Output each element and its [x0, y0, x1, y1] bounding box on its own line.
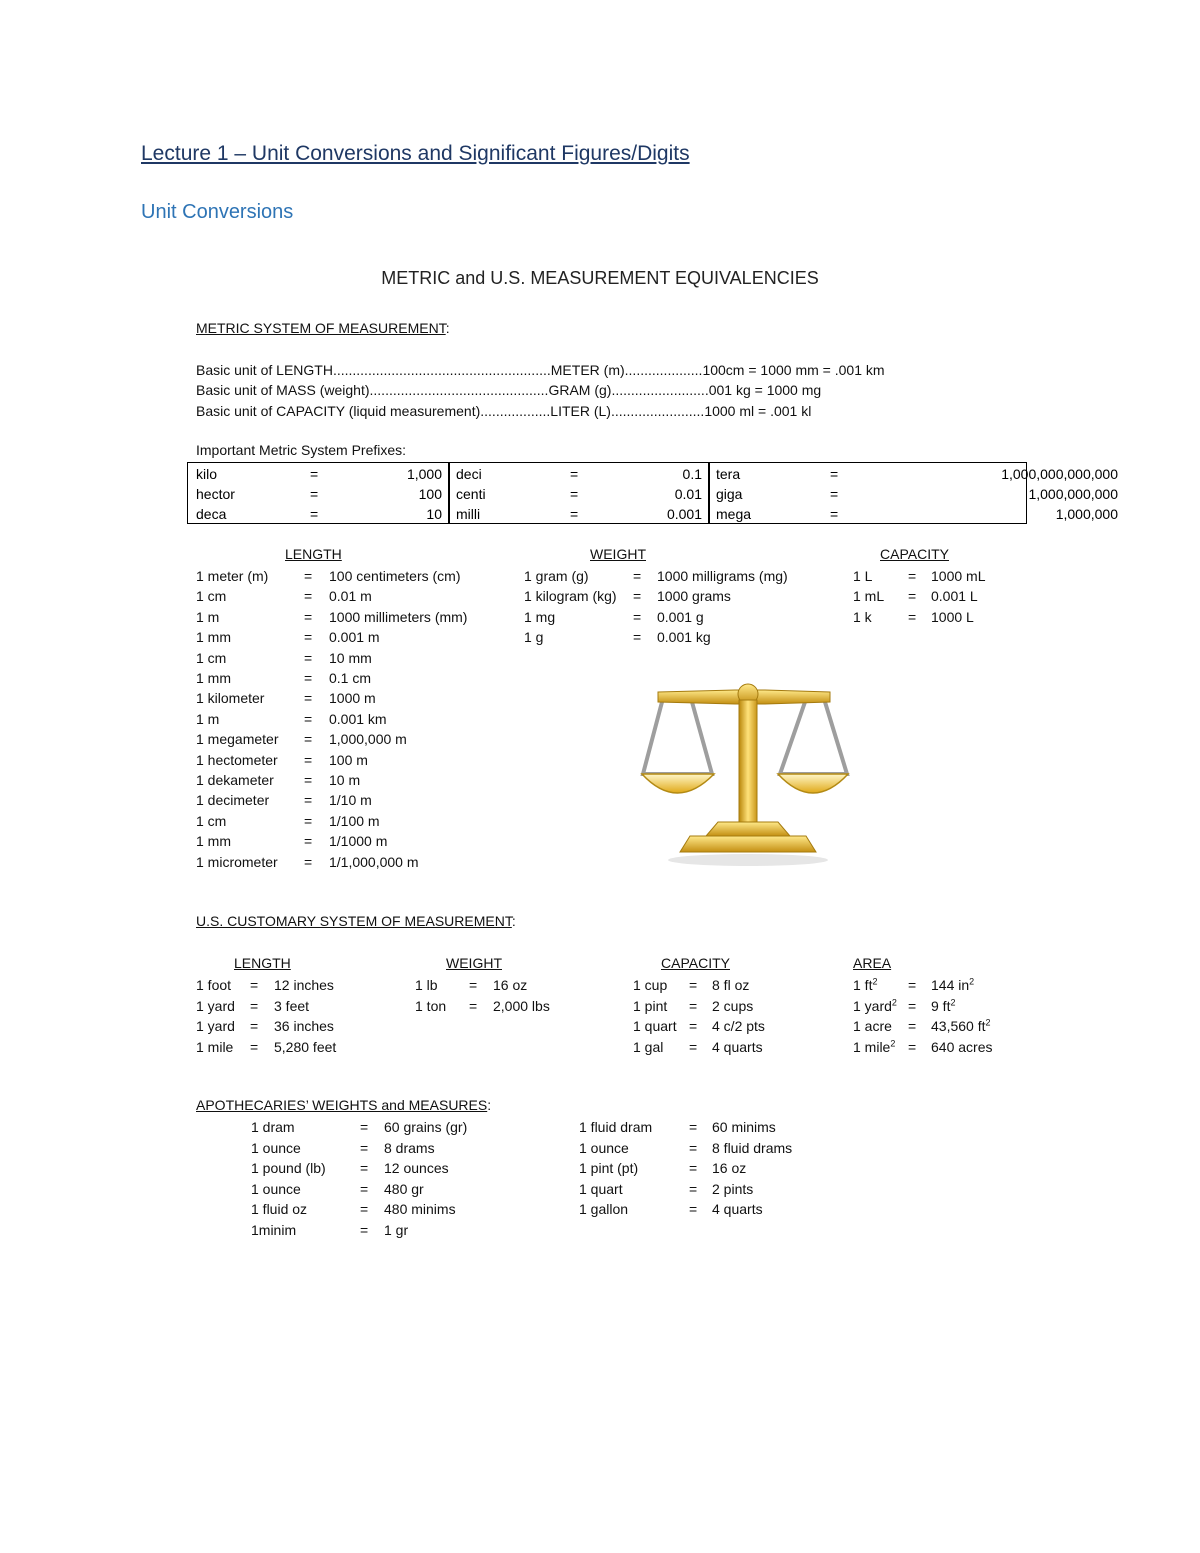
conversion-from: 1 yard$^2$	[853, 996, 897, 1014]
conversion-to: 1000 milligrams (mg)	[657, 568, 788, 584]
conversion-to: 1,000,000 m	[329, 731, 407, 748]
equals-sign: =	[304, 608, 313, 625]
prefix-value: 0.01	[674, 486, 702, 502]
exponent: 2	[950, 996, 956, 1007]
conversion-from: 1 ounce	[251, 1139, 301, 1156]
equals-sign: =	[304, 812, 313, 829]
conversion-from: 1 kilogram (kg)	[524, 588, 617, 605]
conversion-to: 2 pints	[712, 1180, 754, 1197]
exponent: 2	[872, 976, 878, 987]
conversion-to: 1000 millimeters (mm)	[329, 608, 468, 625]
conversion-to: 2 cups	[712, 997, 754, 1014]
equals-sign: =	[689, 1119, 698, 1135]
exponent: 2	[890, 1037, 896, 1048]
conversion-from: 1 cm	[196, 812, 227, 829]
conversion-from: 1 m	[196, 608, 220, 625]
conversion-to: 0.001 m	[329, 629, 380, 646]
conversion-from: 1 mm	[196, 670, 231, 686]
equals-sign: =	[689, 1160, 698, 1176]
conversion-to: 1000 L	[931, 608, 974, 625]
conversion-from: 1 gram (g)	[524, 568, 589, 584]
conversion-from: 1 fluid dram	[579, 1119, 653, 1135]
prefix-equals: =	[830, 486, 839, 502]
exponent: 2	[985, 1017, 991, 1028]
conversion-from: 1 yard	[196, 997, 235, 1014]
conversion-to: 3 feet	[274, 997, 310, 1014]
prefix-name: deca	[196, 506, 227, 522]
metric-heading: METRIC SYSTEM OF MEASUREMENT:	[196, 320, 450, 336]
conversion-to: 10 mm	[329, 649, 372, 666]
equals-sign: =	[304, 731, 313, 748]
metric-length-row	[0, 750, 368, 770]
conversion-to: 640 acres	[931, 1038, 993, 1055]
conversion-to: 1000 m	[329, 690, 376, 707]
equals-sign: =	[360, 1139, 369, 1156]
prefix-name: kilo	[196, 466, 218, 482]
conversion-to: 8 fl oz	[712, 977, 750, 993]
prefix-equals: =	[310, 466, 319, 482]
us-length-heading: LENGTH	[234, 955, 291, 971]
equals-sign: =	[250, 1038, 259, 1055]
prefix-name: giga	[716, 486, 743, 502]
conversion-to: 1/1,000,000 m	[329, 853, 419, 870]
prefix-equals: =	[830, 466, 839, 482]
metric-length-row	[0, 811, 380, 831]
conversion-from: 1 ounce	[251, 1180, 301, 1197]
basic-unit-line	[196, 360, 885, 380]
document-title: METRIC and U.S. MEASUREMENT EQUIVALENCIES	[381, 268, 819, 288]
conversion-to: 0.001 L	[931, 588, 978, 605]
conversion-from: 1 foot	[196, 977, 232, 993]
basic-unit-dots1: ........................................................	[332, 362, 551, 378]
metric-length-row	[0, 790, 372, 810]
conversion-to: 1/100 m	[329, 812, 380, 829]
conversion-from: 1 mm	[196, 833, 231, 850]
basic-unit-dots2: ........................	[611, 382, 705, 398]
conversion-to: 60 grains (gr)	[384, 1119, 468, 1135]
metric-length-row	[0, 770, 361, 790]
equals-sign: =	[250, 1018, 259, 1034]
conversion-to: 60 minims	[712, 1119, 776, 1135]
conversion-from: 1 quart	[579, 1180, 623, 1197]
metric-length-row	[0, 831, 388, 851]
basic-unit-label: Basic unit of CAPACITY (liquid measurement)	[196, 403, 481, 419]
conversion-from: 1 kilometer	[196, 690, 265, 707]
conversion-to: 8 drams	[384, 1139, 435, 1156]
conversion-from: 1 mm	[196, 629, 231, 646]
exponent: 2	[891, 996, 897, 1007]
lecture-title: Lecture 1 – Unit Conversions and Significant Figures/Digits	[141, 142, 690, 165]
conversion-from: 1 quart	[633, 1018, 677, 1034]
conversion-from: 1 pound (lb)	[251, 1160, 326, 1176]
us-area-heading: AREA	[853, 955, 892, 971]
conversion-to: 0.001 km	[329, 710, 387, 727]
conversion-from: 1 gal	[633, 1038, 664, 1055]
equals-sign: =	[304, 853, 313, 870]
equals-sign: =	[908, 608, 917, 625]
basic-unit-unit: METER (m)	[550, 362, 625, 378]
equals-sign: =	[250, 997, 259, 1014]
equals-sign: =	[304, 833, 313, 850]
conversion-to: 10 m	[329, 772, 361, 788]
conversion-to: 43,560 $ft^2$	[931, 1017, 991, 1034]
basic-unit-unit: LITER (L)	[550, 403, 611, 419]
conversion-to: 0.1 cm	[329, 670, 372, 686]
metric-length-row	[0, 688, 376, 708]
conversion-from: 1 cm	[196, 588, 227, 605]
conversion-from: 1 lb	[415, 977, 438, 993]
balance-scale-icon	[640, 676, 860, 876]
prefix-value: 10	[426, 506, 442, 522]
conversion-from: 1 decimeter	[196, 792, 270, 809]
equals-sign: =	[908, 568, 917, 584]
basic-unit-equiv: 1000 ml = .001 kl	[704, 403, 812, 419]
conversion-from: 1 mile	[196, 1038, 234, 1055]
conversion-to: 1 gr	[384, 1221, 409, 1238]
conversion-to: 8 fluid drams	[712, 1139, 793, 1156]
equals-sign: =	[304, 568, 313, 584]
conversion-from: 1 meter (m)	[196, 568, 269, 584]
equals-sign: =	[250, 977, 259, 993]
table-divider	[448, 463, 450, 523]
prefix-name: mega	[716, 506, 752, 522]
basic-unit-line	[196, 380, 821, 400]
us-weight-heading: WEIGHT	[446, 955, 502, 971]
equals-sign: =	[689, 1018, 698, 1034]
equals-sign: =	[360, 1201, 369, 1217]
conversion-from: 1 ton	[415, 997, 447, 1014]
equals-sign: =	[633, 608, 642, 625]
conversion-from: 1minim	[251, 1221, 297, 1238]
metric-length-row	[0, 729, 407, 749]
basic-unit-row	[196, 360, 996, 380]
prefix-value: 1,000	[406, 466, 442, 482]
conversion-from: 1 k	[853, 608, 872, 625]
metric-capacity-heading: CAPACITY	[880, 546, 949, 562]
conversion-to: 0.001 g	[657, 608, 704, 625]
conversion-to: 480 gr	[384, 1180, 424, 1197]
conversion-from: 1 $ft^2$	[853, 976, 878, 993]
prefix-value: 1,000,000,000	[1028, 486, 1118, 502]
prefix-value: 1,000,000,000,000	[1001, 466, 1118, 482]
prefix-equals: =	[830, 506, 839, 522]
exponent: 2	[969, 976, 975, 987]
conversion-to: 0.001 kg	[657, 629, 711, 646]
equals-sign: =	[908, 1038, 917, 1055]
equals-sign: =	[304, 690, 313, 707]
prefix-equals: =	[570, 466, 579, 482]
equals-sign: =	[908, 588, 917, 605]
conversion-to: 4 quarts	[712, 1038, 763, 1055]
conversion-to: 100 m	[329, 751, 368, 768]
conversion-from: 1 mL	[853, 588, 885, 605]
equals-sign: =	[633, 629, 642, 646]
conversion-to: 12 ounces	[384, 1160, 449, 1176]
conversion-from: 1 micrometer	[196, 853, 278, 870]
basic-unit-dots1: ..............................................	[369, 382, 549, 398]
basic-unit-dots1: ..................	[480, 403, 551, 419]
equals-sign: =	[304, 629, 313, 646]
conversion-to: 1/10 m	[329, 792, 372, 809]
metric-length-row	[0, 648, 372, 668]
basic-unit-label: Basic unit of LENGTH	[196, 362, 333, 378]
equals-sign: =	[304, 751, 313, 768]
equals-sign: =	[689, 977, 698, 993]
equals-sign: =	[633, 568, 642, 584]
conversion-to: 1/1000 m	[329, 833, 388, 850]
basic-unit-dots2: ....................	[624, 362, 703, 378]
conversion-from: 1 mg	[524, 608, 556, 625]
conversion-from: 1 m	[196, 710, 220, 727]
prefix-equals: =	[570, 486, 579, 502]
table-divider	[708, 463, 710, 523]
conversion-to: 2,000 lbs	[493, 997, 550, 1014]
basic-unit-line	[196, 401, 811, 421]
conversion-to: 1000 mL	[931, 568, 986, 584]
basic-unit-label: Basic unit of MASS (weight)	[196, 382, 370, 398]
conversion-from: 1 gallon	[579, 1201, 629, 1217]
metric-length-row	[0, 709, 387, 729]
conversion-from: 1 pint	[633, 997, 668, 1014]
prefix-name: milli	[456, 506, 481, 522]
conversion-to: 0.01 m	[329, 588, 372, 605]
equals-sign: =	[633, 588, 642, 605]
equals-sign: =	[304, 772, 313, 788]
prefix-name: deci	[456, 466, 482, 482]
equals-sign: =	[360, 1221, 369, 1238]
conversion-from: 1 megameter	[196, 731, 279, 748]
equals-sign: =	[304, 649, 313, 666]
prefix-equals: =	[570, 506, 579, 522]
equals-sign: =	[360, 1180, 369, 1197]
conversion-from: 1 yard	[196, 1018, 235, 1034]
equals-sign: =	[304, 670, 313, 686]
conversion-to: 16 oz	[493, 977, 528, 993]
basic-unit-row	[196, 380, 996, 400]
equals-sign: =	[689, 1180, 698, 1197]
prefix-name: centi	[456, 486, 486, 502]
conversion-to: 5,280 feet	[274, 1038, 337, 1055]
basic-unit-row	[196, 401, 996, 421]
equals-sign: =	[469, 997, 478, 1014]
equals-sign: =	[304, 710, 313, 727]
conversion-from: 1 mile$^2$	[853, 1037, 896, 1055]
metric-length-heading: LENGTH	[285, 546, 342, 562]
us-heading: U.S. CUSTOMARY SYSTEM OF MEASUREMENT:	[196, 913, 516, 929]
conversion-from: 1 L	[853, 568, 873, 584]
basic-unit-equiv: 100cm = 1000 mm = .001 km	[702, 362, 885, 378]
prefix-value: 100	[418, 486, 442, 502]
equals-sign: =	[689, 997, 698, 1014]
equals-sign: =	[908, 1018, 917, 1034]
conversion-to: 144 $in^2$	[931, 976, 975, 993]
metric-length-row	[0, 668, 372, 688]
conversion-from: 1 dram	[251, 1119, 295, 1135]
conversion-to: 9 $ft^2$	[931, 996, 956, 1014]
prefix-name: tera	[716, 466, 741, 482]
prefix-name: hector	[196, 486, 235, 502]
equals-sign: =	[689, 1201, 698, 1217]
conversion-from: 1 ounce	[579, 1139, 629, 1156]
conversion-to: 4 quarts	[712, 1201, 763, 1217]
us-capacity-heading: CAPACITY	[661, 955, 730, 971]
equals-sign: =	[304, 792, 313, 809]
basic-unit-unit: GRAM (g)	[548, 382, 612, 398]
prefix-value: 0.001	[666, 506, 702, 522]
conversion-to: 1000 grams	[657, 588, 731, 605]
equals-sign: =	[689, 1038, 698, 1055]
conversion-to: 36 inches	[274, 1018, 334, 1034]
equals-sign: =	[469, 977, 478, 993]
basic-unit-dots2: ........................	[610, 403, 705, 419]
conversion-to: 100 centimeters (cm)	[329, 568, 461, 584]
equals-sign: =	[908, 977, 917, 993]
equals-sign: =	[304, 588, 313, 605]
basic-unit-equiv: .001 kg = 1000 mg	[704, 382, 822, 398]
conversion-to: 480 minims	[384, 1201, 456, 1217]
conversion-from: 1 hectometer	[196, 751, 278, 768]
metric-weight-heading: WEIGHT	[590, 546, 646, 562]
conversion-from: 1 cup	[633, 977, 668, 993]
equals-sign: =	[360, 1119, 369, 1135]
apothecary-row	[0, 1220, 409, 1240]
prefix-value: 0.1	[682, 466, 702, 482]
conversion-to: 12 inches	[274, 977, 334, 993]
conversion-to: 4 c/2 pts	[712, 1018, 765, 1034]
equals-sign: =	[908, 997, 917, 1014]
equals-sign: =	[689, 1139, 698, 1156]
prefix-equals: =	[310, 486, 319, 502]
conversion-from: 1 pint (pt)	[579, 1160, 639, 1176]
conversion-from: 1 cm	[196, 649, 227, 666]
conversion-from: 1 g	[524, 629, 544, 646]
prefix-equals: =	[310, 506, 319, 522]
conversion-to: 16 oz	[712, 1160, 747, 1176]
section-heading: Unit Conversions	[141, 201, 294, 223]
prefixes-table	[187, 462, 1118, 524]
conversion-from: 1 dekameter	[196, 772, 274, 788]
metric-length-row	[0, 852, 419, 872]
equals-sign: =	[360, 1160, 369, 1176]
conversion-from: 1 fluid oz	[251, 1201, 308, 1217]
prefixes-heading: Important Metric System Prefixes:	[196, 442, 407, 458]
prefix-value: 1,000,000	[1055, 506, 1118, 522]
apothecaries-heading: APOTHECARIES’ WEIGHTS and MEASURES:	[196, 1097, 492, 1113]
conversion-from: 1 acre	[853, 1018, 892, 1034]
